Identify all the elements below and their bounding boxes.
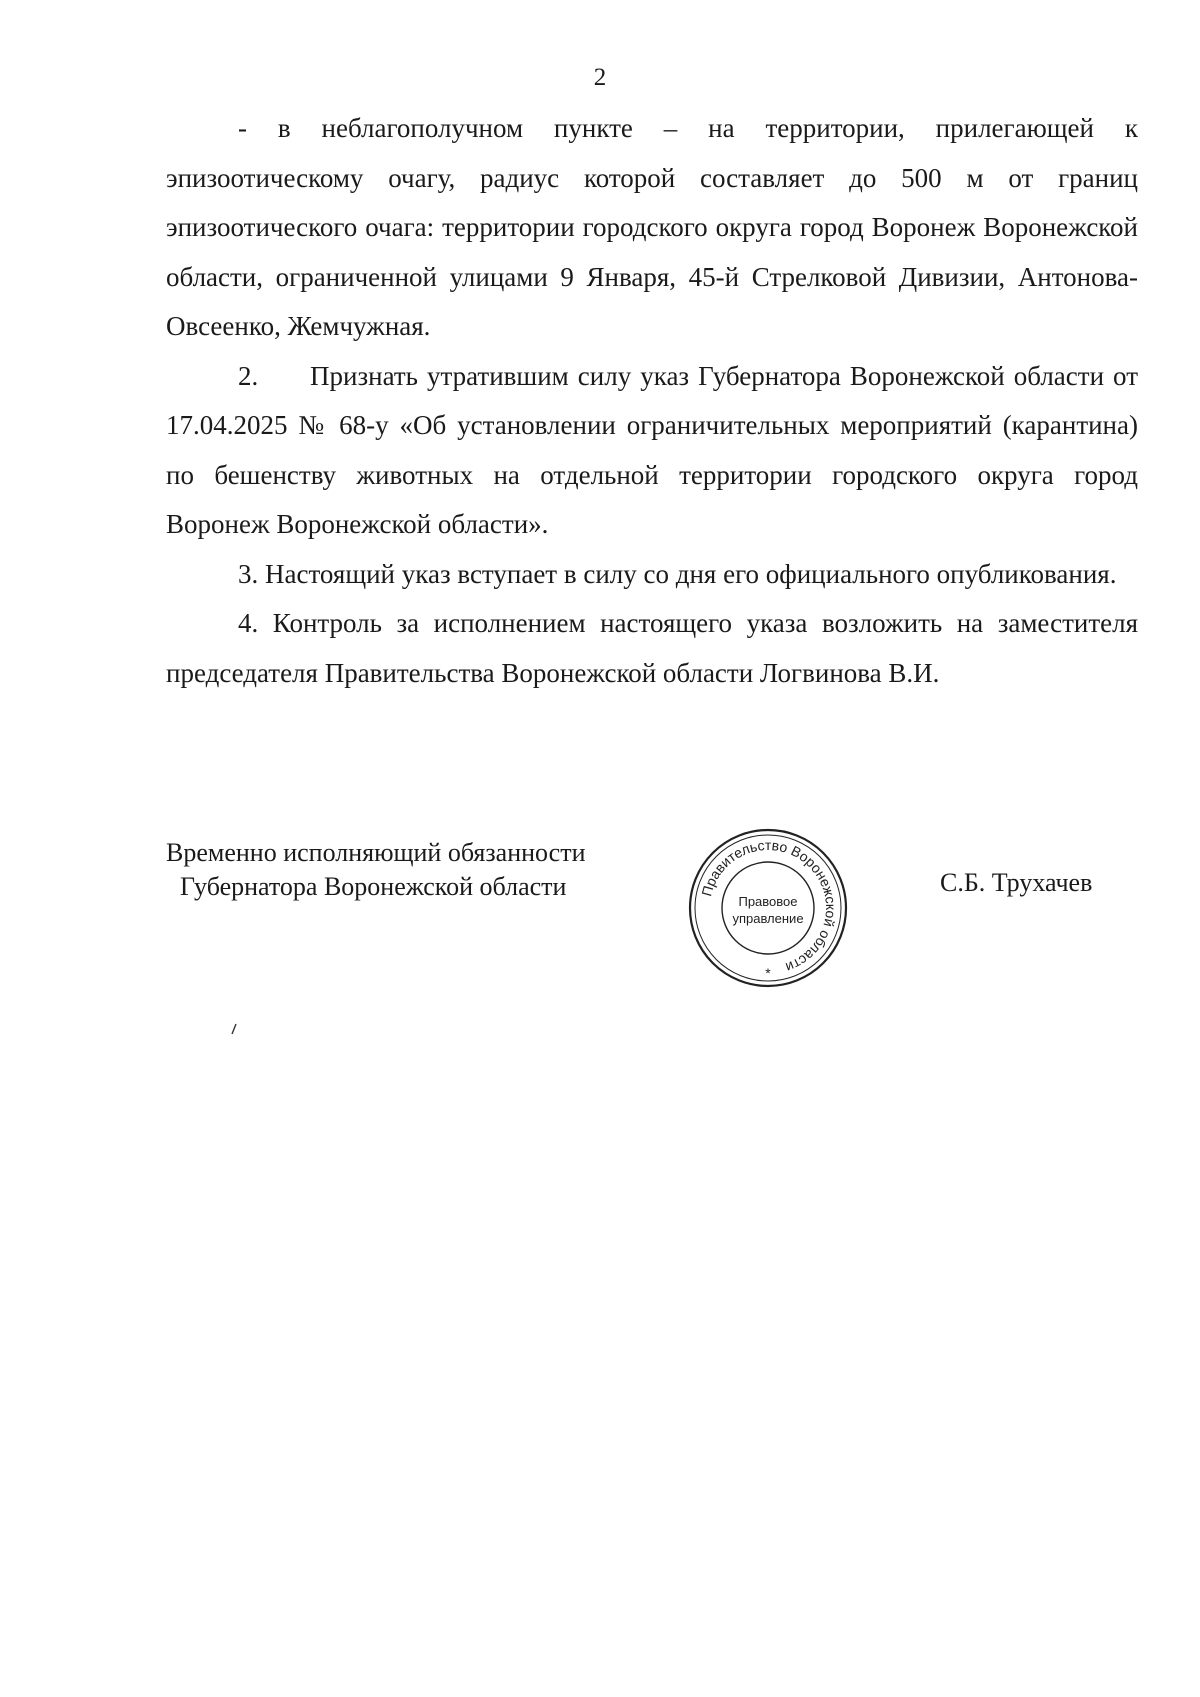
- paragraph-4: 4. Контроль за исполнением настоящего указа возложить на заместителя председателя Правительства Воронежской области Логвинова В.И.: [166, 608, 1138, 688]
- pen-mark: [230, 1023, 238, 1035]
- seal-center-line-2: управление: [732, 911, 804, 926]
- official-seal: [686, 826, 850, 990]
- paragraph-3: 3. Настоящий указ вступает в силу со дня его официального опубликования.: [238, 558, 1117, 589]
- signatory-name: С.Б. Трухачев: [940, 868, 1093, 897]
- signatory-position-line-2: Губернатора Воронежской области: [180, 872, 567, 901]
- paragraph-1: - в неблагополучном пункте – на территории, прилегающей к эпизоотическому очагу, радиус которой составляет до 500 м от границ эпизоотического очага: территории городского округа город Воронеж Воронежской области, ограниченной улицами 9 Января, 45-й Стрелковой Дивизии, Антонова-Овсеенко, Жемчужная.: [166, 113, 1138, 341]
- document-body: [166, 104, 1138, 698]
- paragraph-2: [166, 352, 1138, 550]
- paragraph-2-text: Признать утратившим силу указ Губернатора Воронежской области от 17.04.2025 № 68-у «Об установлении ограничительных мероприятий (карантина) по бешенству животных на отдельной территории городского округа город Воронеж Воронежской области».: [166, 360, 1138, 539]
- signatory-position: [166, 836, 646, 904]
- paragraph-2-number: 2.: [238, 360, 259, 391]
- seal-center-line-1: Правовое: [738, 894, 798, 909]
- page-number: 2: [593, 64, 607, 91]
- seal-ring-text: Правительство Воронежской области: [698, 836, 840, 976]
- seal-star: *: [765, 965, 771, 981]
- signatory-position-line-1: Временно исполняющий обязанности: [166, 838, 586, 867]
